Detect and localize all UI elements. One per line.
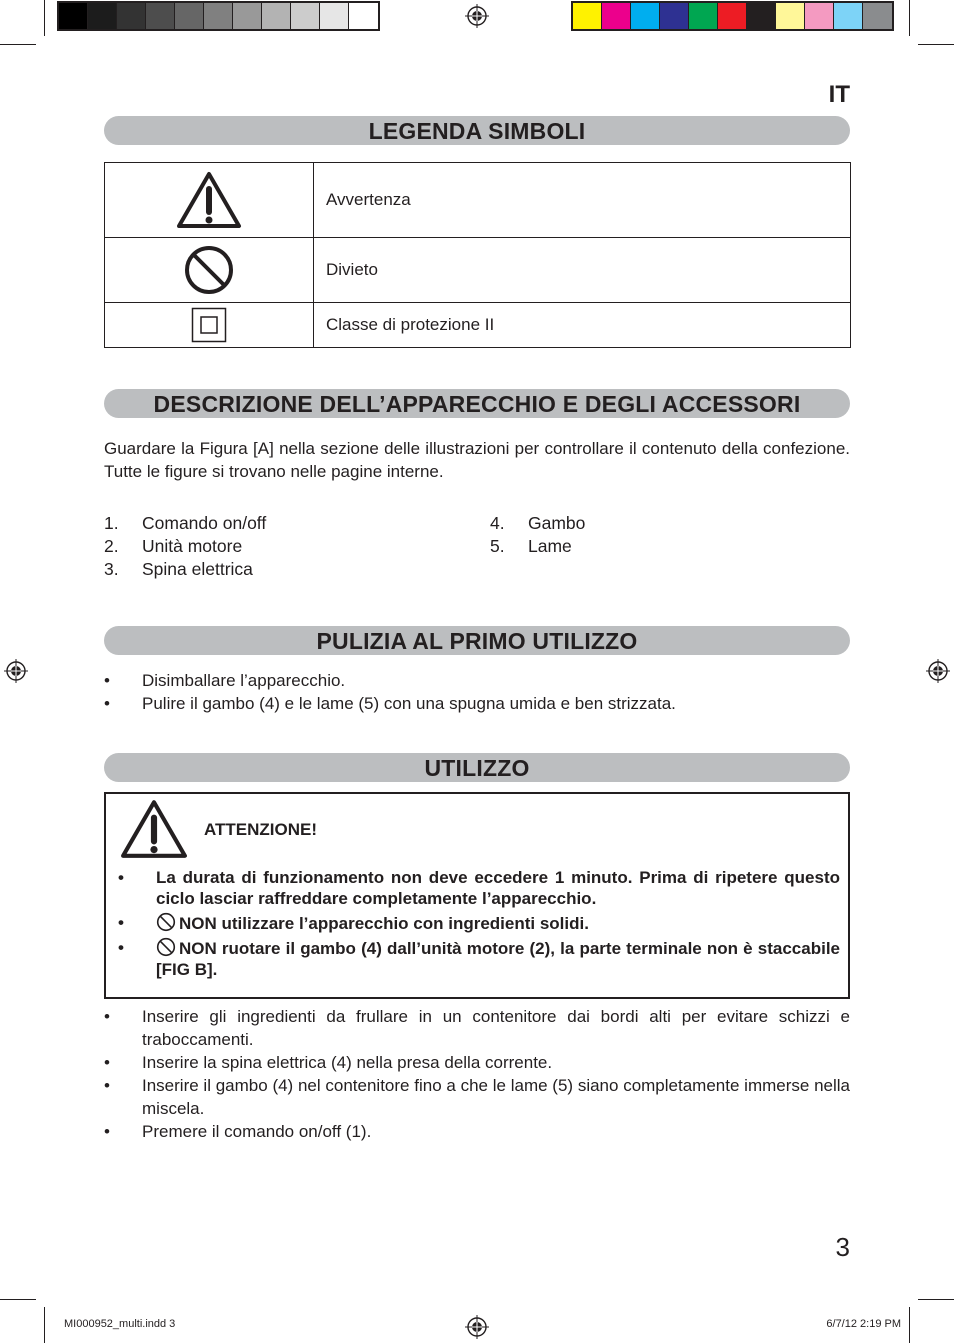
legend-symbol-cell xyxy=(105,303,314,348)
crop-mark-tr-h xyxy=(918,44,954,45)
section-title-cleaning: PULIZIA AL PRIMO UTILIZZO xyxy=(104,626,850,655)
crop-mark-bl-v xyxy=(44,1307,45,1343)
color-swatch xyxy=(631,3,660,29)
usage-steps-list xyxy=(104,1005,850,1143)
color-swatch xyxy=(747,3,776,29)
list-item: 1. Comando on/off xyxy=(104,513,267,533)
color-swatch xyxy=(776,3,805,29)
list-item: 4. Gambo xyxy=(490,513,586,533)
legend-label: Divieto xyxy=(314,238,851,303)
color-swatch xyxy=(146,3,175,29)
list-item: • Inserire la spina elettrica (4) nella presa della corrente. xyxy=(104,1053,553,1072)
process-color-bar xyxy=(571,1,894,31)
file-slug: MI000952_multi.indd 3 xyxy=(64,1318,176,1330)
crop-mark-tl-h xyxy=(0,44,36,45)
language-code: IT xyxy=(828,81,850,108)
list-item: • Inserire gli ingredienti da frullare in un contenitore dai bordi alti per evitare schizzi e traboccamenti. xyxy=(104,1007,850,1049)
cleaning-list xyxy=(104,669,850,715)
page-number: 3 xyxy=(835,1232,850,1262)
crop-mark-br-h xyxy=(918,1299,954,1300)
list-item: • Inserire il gambo (4) nel contenitore fino a che le lame (5) siano completamente immerse nella miscela. xyxy=(104,1076,850,1118)
color-swatch xyxy=(59,3,88,29)
legend-label: Avvertenza xyxy=(314,163,851,238)
legend-symbol-cell xyxy=(105,163,314,238)
crop-mark-tl-v xyxy=(44,0,45,36)
color-swatch xyxy=(233,3,262,29)
prohibition-icon xyxy=(183,244,235,296)
warning-icon xyxy=(175,170,243,230)
color-swatch xyxy=(573,3,602,29)
color-swatch xyxy=(204,3,233,29)
registration-mark-icon xyxy=(465,1315,489,1339)
color-swatch xyxy=(88,3,117,29)
date-slug: 6/7/12 2:19 PM xyxy=(826,1318,901,1330)
list-item: 5. Lame xyxy=(490,536,572,556)
color-swatch xyxy=(718,3,747,29)
class-ii-icon xyxy=(191,307,227,343)
parts-list-right xyxy=(490,512,585,558)
legend-row-prohibition xyxy=(105,238,851,303)
prohibition-icon xyxy=(156,937,176,957)
color-swatch xyxy=(834,3,863,29)
color-swatch xyxy=(689,3,718,29)
color-swatch xyxy=(320,3,349,29)
registration-mark-icon xyxy=(465,4,489,28)
color-swatch xyxy=(117,3,146,29)
color-swatch xyxy=(602,3,631,29)
section-title-description: DESCRIZIONE DELL’APPARECCHIO E DEGLI ACCESSORI xyxy=(104,389,850,418)
list-item: 2. Unità motore xyxy=(104,536,243,556)
warning-box xyxy=(104,792,850,999)
registration-mark-icon xyxy=(926,659,950,683)
warning-list xyxy=(118,867,840,983)
section-title-legend: LEGENDA SIMBOLI xyxy=(104,116,850,145)
warning-title: ATTENZIONE! xyxy=(204,820,318,839)
legend-row-class-ii xyxy=(105,303,851,348)
list-item: • Premere il comando on/off (1). xyxy=(104,1122,372,1141)
registration-mark-icon xyxy=(4,659,28,683)
color-swatch xyxy=(175,3,204,29)
color-swatch xyxy=(349,3,378,29)
legend-symbol-cell xyxy=(105,238,314,303)
crop-mark-bl-h xyxy=(0,1299,36,1300)
section-title-usage: UTILIZZO xyxy=(104,753,850,782)
symbol-legend-table xyxy=(104,162,851,348)
color-swatch xyxy=(660,3,689,29)
crop-mark-tr-v xyxy=(909,0,910,36)
description-intro: Guardare la Figura [A] nella sezione delle illustrazioni per controllare il contenuto della confezione. Tutte le figure si trovano nelle pagine interne. xyxy=(104,439,850,481)
warning-icon xyxy=(119,798,189,860)
gray-color-bar xyxy=(57,1,380,31)
list-item: • Disimballare l’apparecchio. xyxy=(104,671,346,690)
legend-row-warning xyxy=(105,163,851,238)
color-swatch xyxy=(291,3,320,29)
crop-mark-br-v xyxy=(909,1307,910,1343)
color-swatch xyxy=(805,3,834,29)
list-item: • NON ruotare il gambo (4) dall’unità motore (2), la parte terminale non è staccabile [FIG B]. xyxy=(118,938,840,979)
legend-label: Classe di protezione II xyxy=(314,303,851,348)
list-item: • La durata di funzionamento non deve eccedere 1 minuto. Prima di ripetere questo ciclo lasciar raffreddare completamente l’apparecchio. xyxy=(118,868,840,908)
color-swatch xyxy=(262,3,291,29)
prohibition-icon xyxy=(156,912,176,932)
list-item: • Pulire il gambo (4) e le lame (5) con una spugna umida e ben strizzata. xyxy=(104,694,676,713)
parts-list-left xyxy=(104,512,266,581)
color-swatch xyxy=(863,3,892,29)
list-item: 3. Spina elettrica xyxy=(104,559,253,579)
list-item: • NON utilizzare l’apparecchio con ingredienti solidi. xyxy=(118,913,589,933)
